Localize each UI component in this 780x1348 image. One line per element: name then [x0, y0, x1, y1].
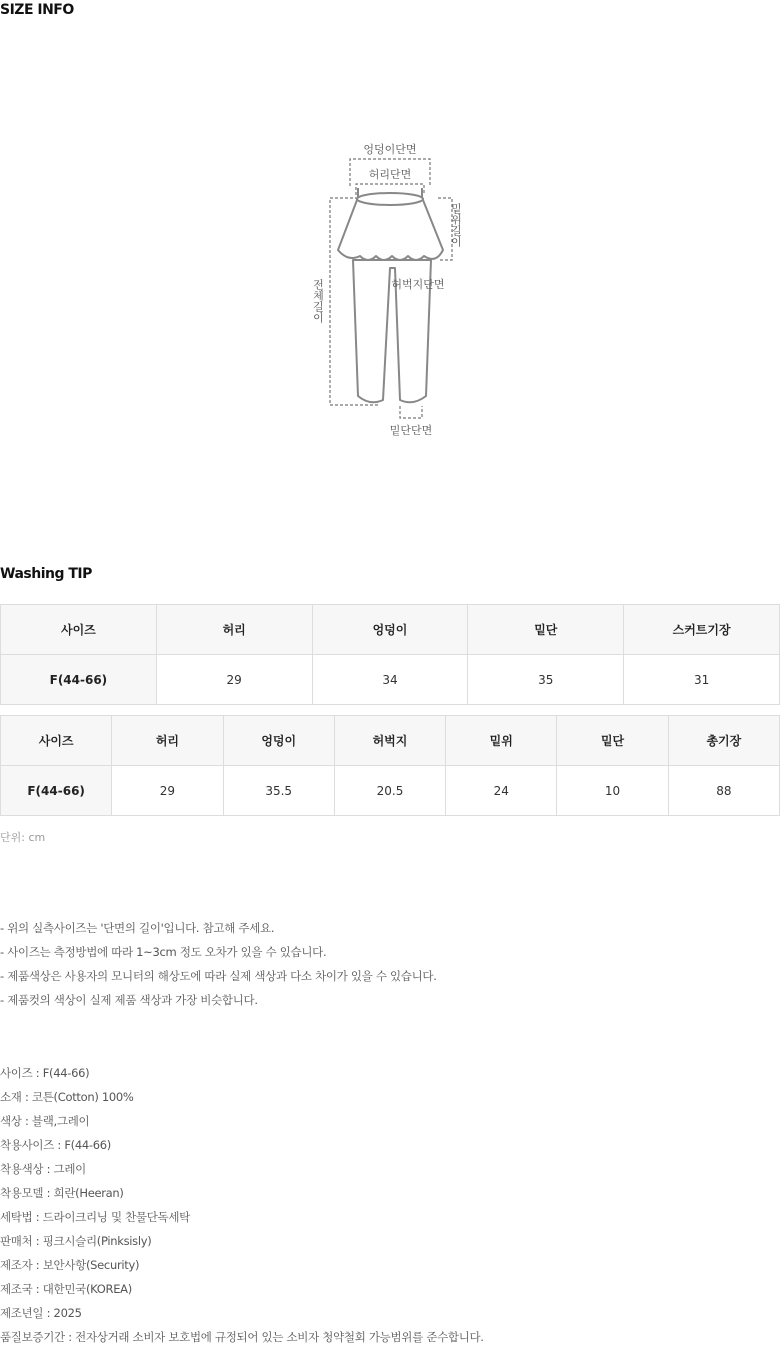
- info-row: 제조년일 : 2025: [0, 1306, 82, 1320]
- info-label: 사이즈: [0, 1066, 33, 1080]
- label-rise: 밑위길이: [449, 203, 463, 247]
- table-cell: 10: [557, 766, 668, 816]
- label-thigh: 허벅지단면: [391, 278, 445, 291]
- info-value: 2025: [53, 1306, 82, 1320]
- skirt-leggings-illustration: [300, 138, 480, 443]
- info-value: 그레이: [53, 1162, 86, 1176]
- table-cell: F(44-66): [1, 655, 157, 705]
- info-value: 전자상거래 소비자 보호법에 규정되어 있는 소비자 청약철회 가능범위를 준수합니다.: [75, 1330, 484, 1344]
- table-cell: 35.5: [223, 766, 334, 816]
- info-label: 제조년일: [0, 1306, 44, 1320]
- header-cell: 밑단: [557, 716, 668, 766]
- size-table-skirt: [0, 604, 780, 705]
- unit-note: 단위: cm: [0, 831, 46, 844]
- table-header-row: [1, 605, 780, 655]
- header-cell: 스커트기장: [624, 605, 780, 655]
- size-table-leggings: [0, 715, 780, 816]
- info-row: 착용사이즈 : F(44-66): [0, 1138, 111, 1152]
- header-cell: 밑단: [468, 605, 624, 655]
- info-row: 착용모델 : 희란(Heeran): [0, 1186, 124, 1200]
- header-cell: 사이즈: [1, 605, 157, 655]
- info-row: 제조국 : 대한민국(KOREA): [0, 1282, 132, 1296]
- label-hem: 밑단단면: [389, 424, 433, 437]
- table-cell: 20.5: [334, 766, 445, 816]
- info-row: 세탁법 : 드라이크리닝 및 찬물단독세탁: [0, 1210, 190, 1224]
- header-cell: 엉덩이: [312, 605, 468, 655]
- info-label: 세탁법: [0, 1210, 33, 1224]
- table-cell: 34: [312, 655, 468, 705]
- table-header-row: [1, 716, 780, 766]
- table-cell: 24: [446, 766, 557, 816]
- note-item: - 제품컷의 색상이 실제 제품 색상과 가장 비슷합니다.: [0, 993, 258, 1007]
- header-cell: 총기장: [668, 716, 779, 766]
- info-label: 착용색상: [0, 1162, 44, 1176]
- info-value: 블랙,그레이: [31, 1114, 90, 1128]
- info-value: 대한민국(KOREA): [42, 1282, 132, 1296]
- size-info-title: SIZE INFO: [0, 2, 74, 18]
- table-cell: 29: [112, 766, 223, 816]
- info-label: 제조국: [0, 1282, 33, 1296]
- info-label: 품질보증기간: [0, 1330, 65, 1344]
- header-cell: 엉덩이: [223, 716, 334, 766]
- info-row: 착용색상 : 그레이: [0, 1162, 86, 1176]
- label-waist: 허리단면: [368, 168, 412, 181]
- info-row: 색상 : 블랙,그레이: [0, 1114, 90, 1128]
- info-row: 사이즈 : F(44-66): [0, 1066, 90, 1080]
- table-cell: 29: [156, 655, 312, 705]
- info-value: 보안사항(Security): [42, 1258, 140, 1272]
- info-value: F(44-66): [64, 1138, 111, 1152]
- washing-tip-title: Washing TIP: [0, 566, 92, 582]
- table-cell: 88: [668, 766, 779, 816]
- info-value: 코튼(Cotton) 100%: [31, 1090, 134, 1104]
- size-diagram: [300, 138, 480, 443]
- notes-list: [0, 916, 437, 1012]
- note-item: - 위의 실측사이즈는 '단면의 길이'입니다. 참고해 주세요.: [0, 921, 275, 935]
- header-cell: 허리: [112, 716, 223, 766]
- info-row: 소재 : 코튼(Cotton) 100%: [0, 1090, 134, 1104]
- info-label: 소재: [0, 1090, 22, 1104]
- info-label: 색상: [0, 1114, 22, 1128]
- info-value: 희란(Heeran): [53, 1186, 124, 1200]
- table-cell: 35: [468, 655, 624, 705]
- info-label: 제조자: [0, 1258, 33, 1272]
- header-cell: 밑위: [446, 716, 557, 766]
- table-cell: 31: [624, 655, 780, 705]
- product-info-list: [0, 1061, 484, 1348]
- info-value: F(44-66): [42, 1066, 90, 1080]
- table-row: [1, 655, 780, 705]
- info-label: 착용사이즈: [0, 1138, 55, 1152]
- label-total-length: 전체길이: [311, 279, 325, 323]
- info-value: 드라이크리닝 및 찬물단독세탁: [42, 1210, 190, 1224]
- header-cell: 허리: [156, 605, 312, 655]
- table-row: [1, 766, 780, 816]
- info-label: 착용모델: [0, 1186, 44, 1200]
- header-cell: 사이즈: [1, 716, 112, 766]
- info-row: 품질보증기간 : 전자상거래 소비자 보호법에 규정되어 있는 소비자 청약철회 가능범위를 준수합니다.: [0, 1330, 484, 1344]
- table-cell: F(44-66): [1, 766, 112, 816]
- header-cell: 허벅지: [334, 716, 445, 766]
- note-item: - 사이즈는 측정방법에 따라 1~3cm 정도 오차가 있을 수 있습니다.: [0, 945, 327, 959]
- label-hip: 엉덩이단면: [363, 143, 417, 156]
- info-row: 제조자 : 보안사항(Security): [0, 1258, 140, 1272]
- info-value: 핑크시슬리(Pinksisly): [42, 1234, 152, 1248]
- info-row: 판매처 : 핑크시슬리(Pinksisly): [0, 1234, 152, 1248]
- info-label: 판매처: [0, 1234, 33, 1248]
- note-item: - 제품색상은 사용자의 모니터의 해상도에 따라 실제 색상과 다소 차이가 있을 수 있습니다.: [0, 969, 437, 983]
